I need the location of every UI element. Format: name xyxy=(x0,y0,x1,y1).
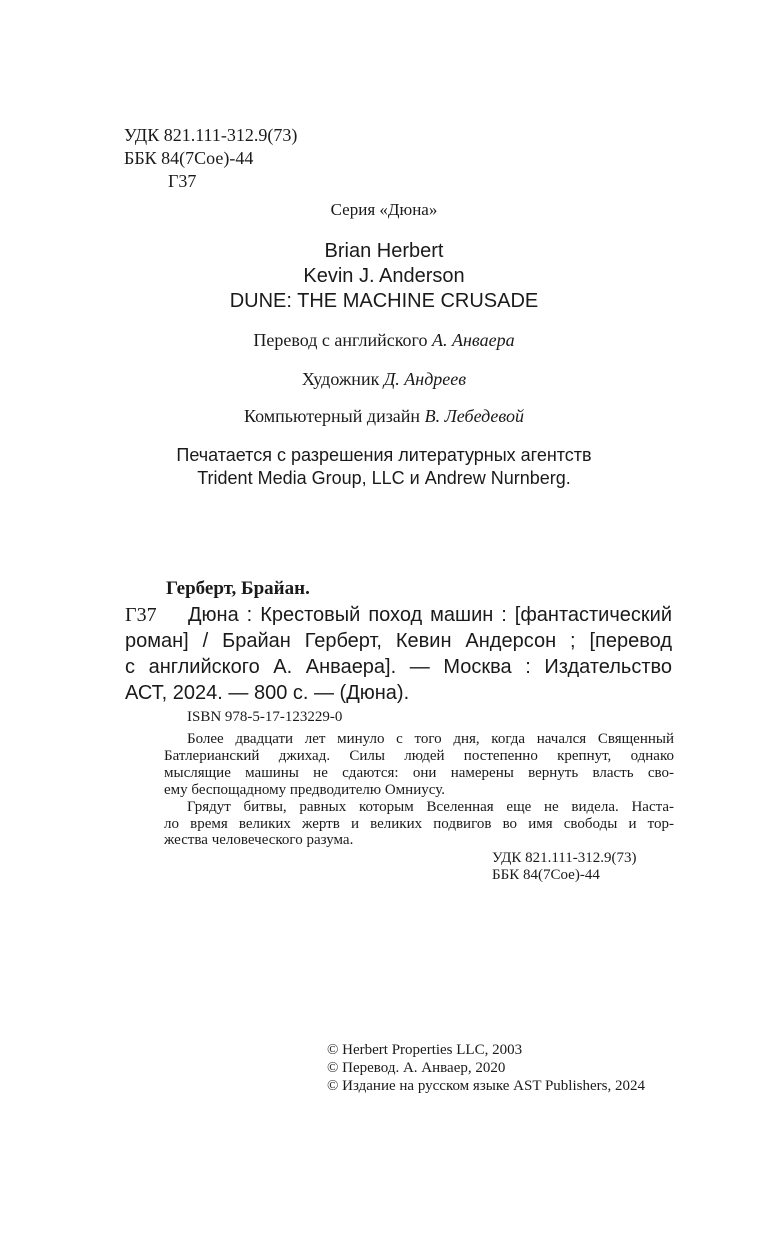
catalog-code: Г37 xyxy=(125,604,157,626)
catalog-desc-line-2: роман] / Брайан Герберт, Кевин Андерсон ; [перевод xyxy=(125,630,672,652)
copyright-line-1: © Herbert Properties LLC, 2003 xyxy=(327,1042,523,1058)
copyright-line-3: © Издание на русском языке AST Publishers, 2024 xyxy=(327,1078,645,1094)
annotation-line-3: мыслящие машины не сдаются: они намерены вернуть власть сво- xyxy=(164,765,674,781)
original-author-1: Brian Herbert xyxy=(324,240,444,262)
translator-name: А. Анваера xyxy=(431,330,515,350)
original-title: DUNE: THE MACHINE CRUSADE xyxy=(229,290,539,312)
header-code: Г37 xyxy=(168,171,197,191)
catalog-bbk: ББК 84(7Сое)-44 xyxy=(492,867,600,883)
header-udk: УДК 821.111-312.9(73) xyxy=(124,125,298,145)
catalog-author-heading: Герберт, Брайан. xyxy=(166,578,310,599)
catalog-desc-line-3: с английского А. Анваера]. — Москва : Издательство xyxy=(125,656,672,678)
catalog-desc-line-1: Дюна : Крестовый поход машин : [фантастический xyxy=(188,604,672,626)
design-credit xyxy=(0,406,768,427)
annotation-line-6: ло время великих жертв и великих подвигов во имя свободы и тор- xyxy=(164,816,674,832)
translation-credit xyxy=(0,330,768,351)
annotation-line-4: ему беспощадному предводителю Омниусу. xyxy=(164,782,445,798)
artist-name: Д. Андреев xyxy=(383,369,467,389)
catalog-desc-line-4: АСТ, 2024. — 800 с. — (Дюна). xyxy=(125,682,410,704)
series-label: Серия «Дюна» xyxy=(330,200,438,219)
annotation-line-5: Грядут битвы, равных которым Вселенная еще не видела. Наста- xyxy=(187,799,674,815)
annotation-line-7: жества человеческого разума. xyxy=(164,832,354,848)
header-bbk: ББК 84(7Сое)-44 xyxy=(124,148,254,168)
translation-label: Перевод с английского xyxy=(253,330,428,350)
catalog-udk: УДК 821.111-312.9(73) xyxy=(492,850,637,866)
designer-name: В. Лебедевой xyxy=(424,406,524,426)
design-label: Компьютерный дизайн xyxy=(243,406,421,426)
annotation-line-1: Более двадцати лет минуло с того дня, когда начался Священный xyxy=(187,731,674,747)
catalog-isbn: ISBN 978-5-17-123229-0 xyxy=(187,709,343,725)
artist-credit xyxy=(0,369,768,390)
permission-line-1: Печатается с разрешения литературных агентств xyxy=(176,445,592,465)
permission-line-2: Trident Media Group, LLC и Andrew Nurnberg. xyxy=(197,468,571,488)
original-author-2: Kevin J. Anderson xyxy=(303,265,465,287)
artist-label: Художник xyxy=(301,369,380,389)
annotation-line-2: Батлерианский джихад. Силы людей постепенно крепнут, однако xyxy=(164,748,674,764)
copyright-line-2: © Перевод. А. Анваер, 2020 xyxy=(327,1060,506,1076)
